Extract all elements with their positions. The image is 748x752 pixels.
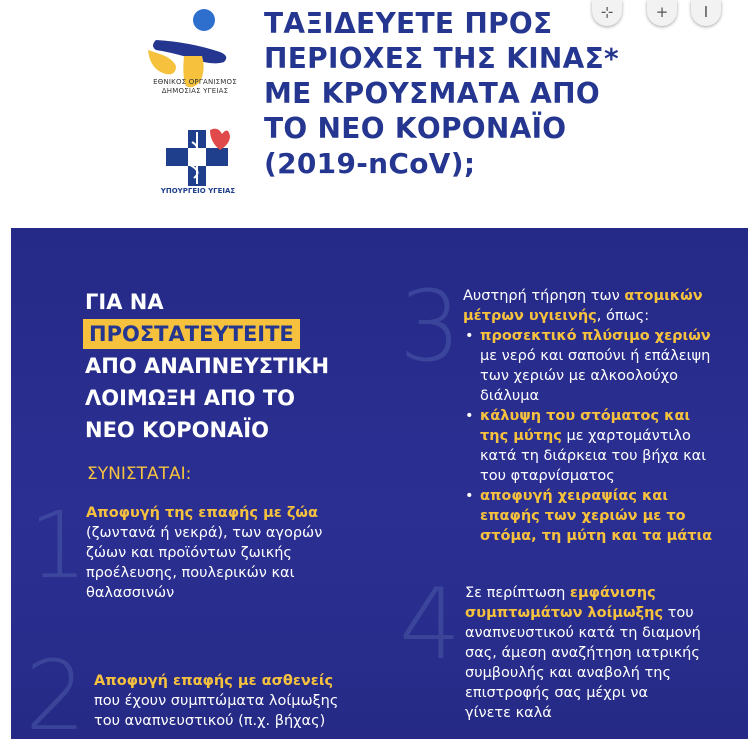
recommendation-2: Αποφυγή επαφής με ασθενείς που έχουν συμπτώματα λοίμωξης του αναπνευστικού (π.χ. βήχας) [94,673,339,729]
eody-logo-text: ΕΘΝΙΚΟΣ ΟΡΓΑΝΙΣΜΟΣ ΔΗΜΟΣΙΑΣ ΥΓΕΙΑΣ [153,78,237,95]
bullet-item: • προσεκτικό πλύσιμο χεριών με νερό και σαπούνι ή επάλειψη των χεριών με αλκοολούχο διάλυμα [463,326,712,406]
recommendation-1: Αποφυγή της επαφής με ζώα (ζωντανά ή νεκρά), των αγορών ζώων και προϊόντων ζωικής προέλευσης, πουλερικών και θαλασσινών [86,505,323,601]
ministry-of-health-logo [166,128,230,188]
recommendations-label: ΣΥΝΙΣΤΑΤΑΙ: [87,464,192,484]
recommendation-4: Σε περίπτωση εμφάνισης συμπτωμάτων λοίμωξης του αναπνευστικού κατά τη διαμονή σας, άμεση αναζήτηση ιατρικής συμβουλής και αναβολή της επιστροφής σας μέχρι να γίνετε καλά [465,585,701,721]
heading-highlight: ΠΡΟΣΤΑΤΕΥΤΕΙΤΕ [83,319,300,349]
title-line: ΠΕΡΙΟΧΕΣ ΤΗΣ ΚΙΝΑΣ* [264,42,619,75]
header [0,0,748,225]
panel-heading: ΓΙΑ ΝΑ ΠΡΟΣΤΑΤΕΥΤΕΙΤΕ ΑΠΟ ΑΝΑΠΝΕΥΣΤΙΚΗ ΛΟΙΜΩΞΗ ΑΠΟ ΤΟ ΝΕΟ ΚΟΡΟΝΑΪΟ [85,290,330,442]
page-title [264,6,664,181]
fit-screen-icon: ⊹ [600,3,614,21]
number-4: 4 [399,568,462,682]
number-3: 3 [399,270,462,384]
title-line: ΤΑΞΙΔΕΥΕΤΕ ΠΡΟΣ [264,7,553,40]
bullet-item: • αποφυγή χειραψίας και επαφής των χεριών με το στόμα, τη μύτη και τα μάτια [463,486,712,546]
bar-icon: I [703,3,709,21]
info-panel [11,228,748,752]
bullet-item: • κάλυψη του στόματος και της μύτης με χαρτομάντιλο κατά τη διάρκεια του βήχα και του φταρνίσματος [463,406,712,486]
recommendation-3: Αυστηρή τήρηση των ατομικών μέτρων υγιεινής, όπως: • προσεκτικό πλύσιμο χεριών με νερό και σαπούνι ή επάλειψη των χεριών με αλκοολούχο διάλυμα • κάλυψη του στόματος και της μύτης με χαρτομάντιλο κατά τη διάρκεια του βήχα και του φταρνίσματος • αποφυγή χειραψίας και επαφής των χεριών με το στόμα, τη μύτη και τα μάτια [463,286,712,546]
title-line: ΜΕ ΚΡΟΥΣΜΑΤΑ ΑΠΟ [264,77,600,110]
number-1: 1 [29,492,88,599]
plus-icon: + [655,3,669,21]
number-2: 2 [25,640,87,752]
ministry-of-health-text: ΥΠΟΥΡΓΕΙΟ ΥΓΕΙΑΣ [160,187,236,195]
title-line: ΤΟ ΝΕΟ ΚΟΡΟΝΑΪΟ [264,112,567,145]
title-line: (2019-nCoV); [264,147,476,180]
